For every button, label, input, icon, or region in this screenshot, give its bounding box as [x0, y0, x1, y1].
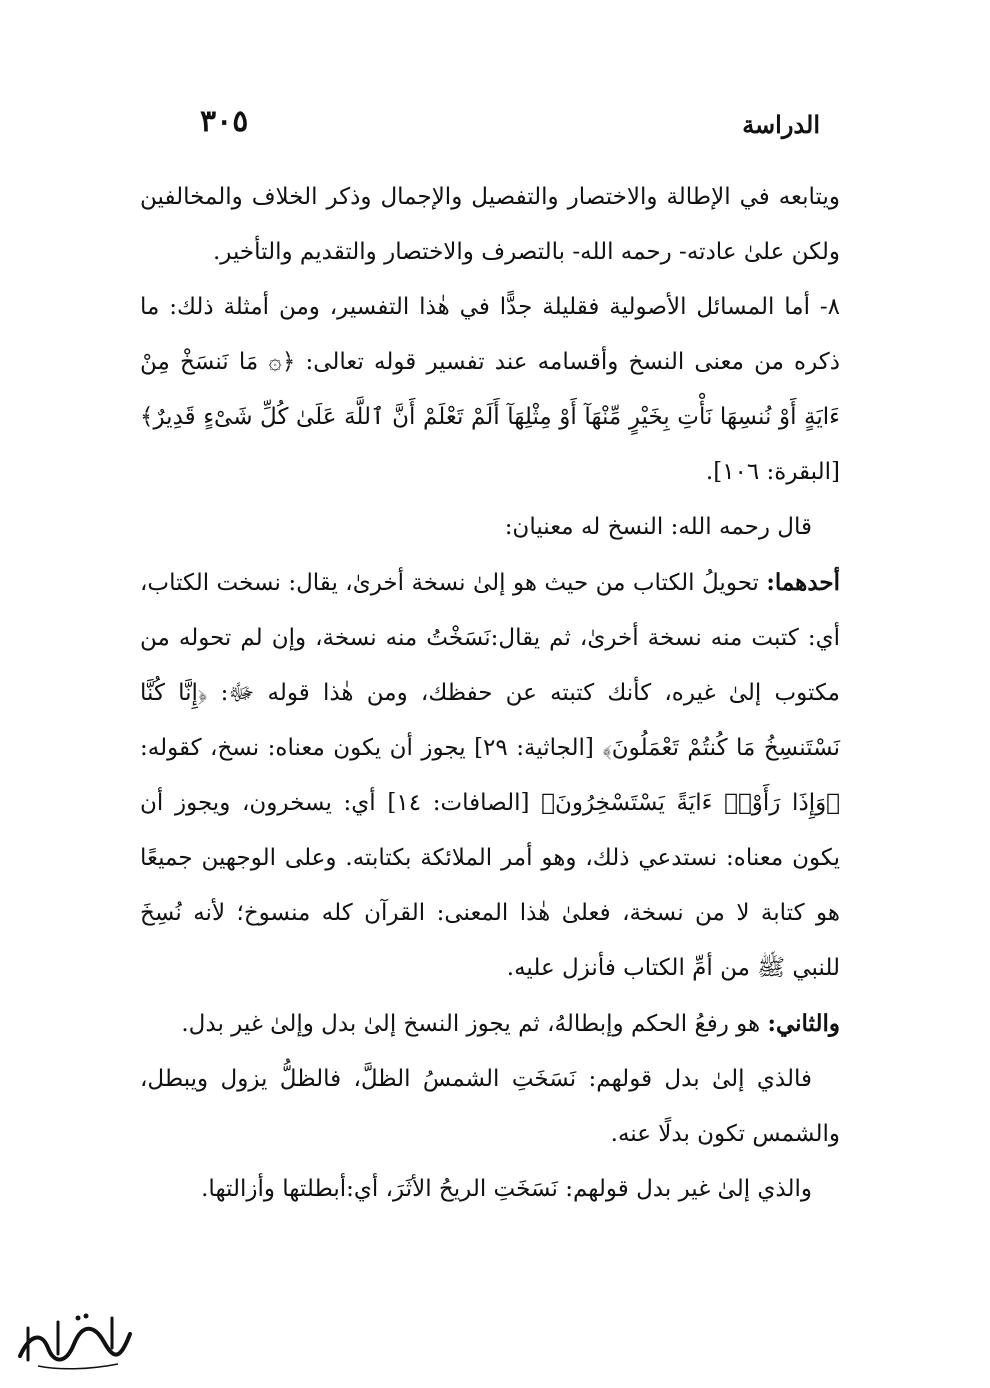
paragraph: [140, 996, 840, 1052]
paragraph: ويتابعه في الإطالة والاختصار والتفصيل والإجمال وذكر الخلاف والمخالفين ولكن علىٰ عادته- رحمه الله- بالتصرف والاختصار والتقديم والتأخير.: [140, 184, 840, 265]
paragraph-text: تحويلُ الكتاب من حيث هو إلىٰ نسخة أخرىٰ، يقال: نسخت الكتاب، أي: كتبت منه نسخة أخرىٰ، ثم يقال:نَسَخْتُ منه نسخة، وإن لم تحوله من مكتوب إلىٰ غيره، كأنك كتبته عن حفظك، ومن هٰذا قوله ﷻ: ﴿إِنَّا كُنَّا نَسْتَنسِخُ مَا كُنتُمْ تَعْمَلُونَ﴾ [الجاثية: ٢٩] يجوز أن يكون معناه: نسخ، كقوله: ﴿وَإِذَا رَأَوْا۟ ءَايَةً يَسْتَسْخِرُونَ﴾ [الصافات: ١٤] أي: يسخرون، ويجوز أن يكون معناه: نستدعي ذلك، وهو أمر الملائكة بكتابته. وعلى الوجهين جميعًا هو كتابة لا من نسخة، فعلىٰ هٰذا المعنى: القرآن كله منسوخ؛ لأنه نُسِخَ للنبي ﷺ من أمِّ الكتاب فأنزل عليه.: [140, 570, 840, 981]
paragraph: [140, 555, 840, 996]
page-number: ٣٠٥: [200, 104, 249, 139]
paragraph-text: هو رفعُ الحكم وإبطالهُ، ثم يجوز النسخ إلىٰ بدل وإلىٰ غير بدل.: [181, 1011, 768, 1037]
paragraph: والذي إلىٰ غير بدل قولهم: نَسَخَتِ الريحُ الأثَرَ، أي:أبطلتها وأزالتها.: [201, 1176, 812, 1202]
paragraph: ٨- أما المسائل الأصولية فقليلة جدًّا في هٰذا التفسير، ومن أمثلة ذلك: ما ذكره من معنى النسخ وأقسامه عند تفسير قوله تعالى: ﴿۞ مَا نَنسَخْ مِنْ ءَايَةٍ أَوْ نُنسِهَا نَأْتِ بِخَيْرٍ مِّنْهَآ أَوْ مِثْلِهَآ أَلَمْ تَعْلَمْ أَنَّ ٱللَّهَ عَلَىٰ كُلِّ شَىْءٍ قَدِيرٌ﴾ [البقرة: ١٠٦].: [140, 294, 840, 485]
body-text: [140, 170, 840, 1217]
calligraphy-logo-icon: [8, 1304, 138, 1374]
watermark-logo: [8, 1304, 138, 1374]
paragraph: قال رحمه الله: النسخ له معنيان:: [504, 514, 812, 540]
paragraph-lead: أحدهما:: [766, 569, 840, 596]
paragraph: فالذي إلىٰ بدل قولهم: نَسَخَتِ الشمسُ الظلَّ، فالظلُّ يزول ويبطل، والشمس تكون بدلًا عنه.: [140, 1066, 840, 1147]
page-header: [190, 100, 820, 150]
paragraph-lead: والثاني:: [767, 1010, 840, 1037]
section-title: الدراسة: [742, 110, 820, 139]
